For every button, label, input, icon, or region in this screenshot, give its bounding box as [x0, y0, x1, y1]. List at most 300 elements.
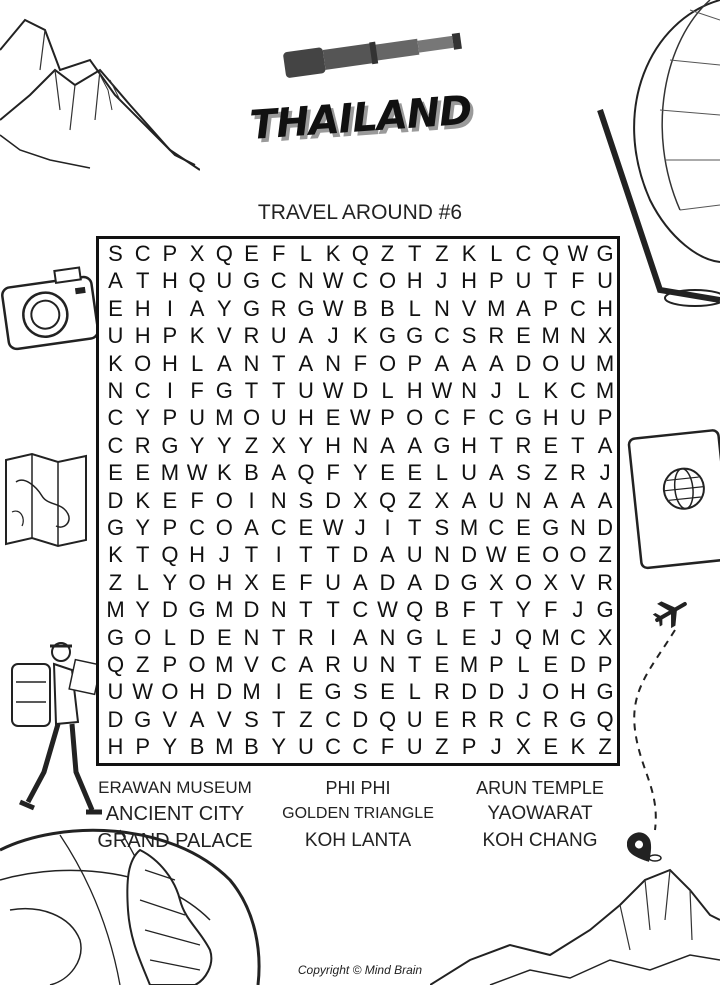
grid-cell[interactable]: M	[459, 515, 479, 540]
grid-cell[interactable]: Y	[298, 432, 314, 458]
grid-cell[interactable]: B	[244, 734, 259, 760]
grid-cell[interactable]: W	[431, 378, 453, 403]
grid-cell[interactable]: E	[216, 624, 232, 650]
grid-cell[interactable]: P	[162, 652, 178, 677]
grid-cell[interactable]: G	[161, 432, 179, 458]
grid-cell[interactable]: W	[322, 378, 344, 403]
grid-cell[interactable]: F	[462, 597, 476, 623]
grid-cell[interactable]: Z	[407, 487, 422, 513]
grid-cell[interactable]: Q	[596, 706, 614, 732]
grid-cell[interactable]: X	[244, 569, 259, 595]
grid-cell[interactable]: W	[567, 241, 589, 266]
grid-cell[interactable]: B	[434, 597, 450, 623]
grid-cell[interactable]: E	[108, 295, 123, 321]
grid-cell[interactable]: Z	[244, 432, 259, 458]
grid-cell[interactable]: L	[190, 350, 204, 376]
grid-cell[interactable]: L	[517, 378, 530, 403]
grid-cell[interactable]: J	[354, 515, 366, 540]
grid-cell[interactable]: J	[490, 624, 502, 650]
grid-cell[interactable]: N	[107, 378, 124, 403]
grid-cell[interactable]: K	[352, 323, 368, 349]
grid-cell[interactable]: H	[406, 378, 423, 403]
grid-cell[interactable]: U	[270, 405, 287, 431]
grid-cell[interactable]: L	[435, 460, 449, 486]
grid-cell[interactable]: A	[108, 268, 123, 294]
grid-cell[interactable]: G	[242, 295, 261, 321]
grid-cell[interactable]: F	[271, 241, 286, 266]
grid-cell[interactable]: T	[407, 652, 422, 677]
grid-cell[interactable]: N	[433, 542, 450, 568]
grid-cell[interactable]: Z	[435, 734, 449, 760]
grid-cell[interactable]: P	[380, 405, 395, 431]
grid-cell[interactable]: E	[543, 432, 559, 458]
grid-cell[interactable]: C	[488, 515, 505, 540]
grid-cell[interactable]: P	[488, 652, 504, 677]
grid-cell[interactable]: U	[107, 679, 124, 705]
grid-cell[interactable]: G	[324, 679, 342, 705]
grid-cell[interactable]: C	[352, 734, 369, 760]
grid-cell[interactable]: G	[406, 624, 424, 650]
grid-cell[interactable]: E	[516, 515, 531, 540]
grid-cell[interactable]: M	[106, 597, 125, 623]
grid-cell[interactable]: E	[516, 323, 531, 349]
grid-cell[interactable]: C	[107, 405, 124, 431]
grid-cell[interactable]: A	[597, 487, 613, 513]
grid-cell[interactable]: Q	[378, 487, 397, 513]
grid-cell[interactable]: Z	[435, 241, 449, 266]
grid-cell[interactable]: O	[134, 350, 152, 376]
grid-cell[interactable]: M	[242, 679, 261, 705]
grid-cell[interactable]: V	[461, 295, 477, 321]
grid-cell[interactable]: G	[460, 569, 478, 595]
grid-cell[interactable]: P	[488, 268, 504, 294]
grid-cell[interactable]: G	[106, 624, 125, 650]
grid-cell[interactable]: E	[108, 460, 123, 486]
grid-cell[interactable]: V	[244, 652, 259, 677]
grid-cell[interactable]: W	[132, 679, 154, 705]
grid-cell[interactable]: C	[270, 515, 287, 540]
grid-cell[interactable]: P	[597, 652, 613, 677]
grid-cell[interactable]: O	[514, 569, 533, 595]
grid-cell[interactable]: C	[134, 378, 151, 403]
grid-cell[interactable]: Y	[352, 460, 368, 486]
grid-cell[interactable]: G	[542, 515, 560, 540]
grid-cell[interactable]: D	[515, 350, 532, 376]
grid-cell[interactable]: E	[298, 679, 314, 705]
grid-cell[interactable]: K	[570, 734, 586, 760]
grid-cell[interactable]: D	[461, 679, 478, 705]
grid-cell[interactable]: J	[490, 378, 502, 403]
grid-cell[interactable]: A	[434, 350, 450, 376]
grid-cell[interactable]: W	[485, 542, 507, 568]
grid-cell[interactable]: U	[569, 350, 586, 376]
grid-cell[interactable]: H	[189, 679, 206, 705]
grid-cell[interactable]: D	[433, 569, 450, 595]
grid-cell[interactable]: G	[188, 597, 206, 623]
grid-cell[interactable]: H	[406, 268, 423, 294]
grid-cell[interactable]: O	[134, 624, 152, 650]
grid-cell[interactable]: D	[379, 569, 396, 595]
grid-cell[interactable]: D	[243, 597, 260, 623]
grid-cell[interactable]: R	[488, 706, 505, 732]
grid-cell[interactable]: E	[434, 706, 450, 732]
grid-cell[interactable]: A	[244, 515, 259, 540]
grid-cell[interactable]: T	[135, 542, 150, 568]
grid-cell[interactable]: M	[595, 378, 615, 403]
grid-cell[interactable]: H	[161, 350, 178, 376]
grid-cell[interactable]: Q	[161, 542, 179, 568]
grid-cell[interactable]: C	[134, 241, 151, 266]
grid-cell[interactable]: M	[459, 652, 479, 677]
grid-cell[interactable]: Z	[299, 706, 313, 732]
grid-cell[interactable]: Z	[543, 460, 558, 486]
grid-cell[interactable]: S	[108, 241, 123, 266]
grid-cell[interactable]: Y	[162, 569, 178, 595]
grid-cell[interactable]: C	[515, 241, 532, 266]
grid-cell[interactable]: J	[490, 734, 502, 760]
grid-cell[interactable]: D	[597, 515, 614, 540]
grid-cell[interactable]: Y	[135, 597, 151, 623]
grid-cell[interactable]: A	[352, 624, 368, 650]
grid-cell[interactable]: T	[489, 432, 504, 458]
grid-cell[interactable]: V	[216, 323, 232, 349]
grid-cell[interactable]: E	[244, 241, 259, 266]
grid-cell[interactable]: M	[595, 350, 615, 376]
grid-cell[interactable]: U	[488, 487, 505, 513]
grid-cell[interactable]: L	[408, 679, 421, 705]
grid-cell[interactable]: J	[572, 597, 584, 623]
grid-cell[interactable]: N	[433, 295, 450, 321]
grid-cell[interactable]: Q	[297, 460, 315, 486]
grid-cell[interactable]: Y	[189, 432, 205, 458]
grid-cell[interactable]: F	[462, 405, 476, 431]
grid-cell[interactable]: A	[570, 487, 586, 513]
grid-cell[interactable]: Y	[135, 515, 151, 540]
grid-cell[interactable]: C	[569, 295, 586, 321]
grid-cell[interactable]: N	[325, 350, 342, 376]
grid-cell[interactable]: J	[327, 323, 339, 349]
grid-cell[interactable]: P	[597, 405, 613, 431]
grid-cell[interactable]: F	[571, 268, 585, 294]
grid-cell[interactable]: R	[461, 706, 478, 732]
grid-cell[interactable]: Q	[406, 597, 424, 623]
grid-cell[interactable]: D	[352, 378, 369, 403]
grid-cell[interactable]: Z	[108, 569, 123, 595]
grid-cell[interactable]: I	[166, 378, 173, 403]
grid-cell[interactable]: A	[407, 432, 423, 458]
grid-cell[interactable]: D	[107, 706, 124, 732]
grid-cell[interactable]: G	[242, 268, 261, 294]
grid-cell[interactable]: E	[325, 405, 341, 431]
grid-cell[interactable]: H	[325, 432, 342, 458]
grid-cell[interactable]: E	[135, 460, 151, 486]
grid-cell[interactable]: T	[326, 542, 340, 568]
grid-cell[interactable]: A	[488, 350, 504, 376]
grid-cell[interactable]: L	[435, 624, 449, 650]
grid-cell[interactable]: C	[270, 268, 287, 294]
grid-cell[interactable]: Q	[215, 241, 233, 266]
grid-cell[interactable]: N	[569, 323, 586, 349]
grid-cell[interactable]: R	[134, 432, 151, 458]
grid-cell[interactable]: N	[461, 378, 478, 403]
grid-cell[interactable]: K	[325, 241, 341, 266]
grid-cell[interactable]: H	[189, 542, 206, 568]
grid-cell[interactable]: T	[407, 515, 422, 540]
grid-cell[interactable]: F	[543, 597, 558, 623]
grid-cell[interactable]: A	[189, 706, 205, 732]
grid-cell[interactable]: Q	[351, 241, 369, 266]
grid-cell[interactable]: G	[596, 679, 614, 705]
grid-cell[interactable]: C	[569, 378, 586, 403]
grid-cell[interactable]: K	[543, 378, 559, 403]
grid-cell[interactable]: F	[380, 734, 395, 760]
grid-cell[interactable]: Y	[216, 432, 232, 458]
grid-cell[interactable]: P	[162, 323, 178, 349]
grid-cell[interactable]: T	[244, 542, 259, 568]
grid-cell[interactable]: D	[325, 487, 342, 513]
grid-cell[interactable]: P	[543, 295, 559, 321]
grid-cell[interactable]: Y	[516, 597, 531, 623]
grid-cell[interactable]: H	[461, 432, 478, 458]
grid-cell[interactable]: D	[107, 487, 124, 513]
grid-cell[interactable]: W	[322, 268, 344, 294]
grid-cell[interactable]: S	[434, 515, 450, 540]
grid-cell[interactable]: U	[515, 268, 532, 294]
grid-cell[interactable]: O	[378, 350, 397, 376]
grid-cell[interactable]: G	[596, 597, 614, 623]
grid-cell[interactable]: U	[270, 323, 287, 349]
grid-cell[interactable]: M	[215, 734, 234, 760]
grid-cell[interactable]: O	[161, 679, 179, 705]
grid-cell[interactable]: N	[243, 350, 260, 376]
grid-cell[interactable]: R	[433, 679, 450, 705]
grid-cell[interactable]: B	[380, 295, 395, 321]
grid-cell[interactable]: Y	[271, 734, 287, 760]
grid-cell[interactable]: X	[597, 323, 613, 349]
grid-cell[interactable]: K	[216, 460, 232, 486]
grid-cell[interactable]: P	[162, 515, 178, 540]
grid-cell[interactable]: E	[543, 734, 559, 760]
grid-cell[interactable]: M	[160, 460, 180, 486]
grid-cell[interactable]: V	[162, 706, 178, 732]
grid-cell[interactable]: N	[297, 268, 314, 294]
grid-cell[interactable]: A	[597, 432, 613, 458]
grid-cell[interactable]: A	[543, 487, 559, 513]
grid-cell[interactable]: E	[543, 652, 559, 677]
grid-cell[interactable]: N	[352, 432, 369, 458]
grid-cell[interactable]: M	[215, 652, 234, 677]
grid-cell[interactable]: N	[569, 515, 586, 540]
grid-cell[interactable]: Z	[598, 734, 612, 760]
grid-cell[interactable]: Y	[135, 405, 151, 431]
grid-cell[interactable]: I	[248, 487, 255, 513]
grid-cell[interactable]: J	[436, 268, 448, 294]
grid-cell[interactable]: W	[322, 295, 344, 321]
grid-cell[interactable]: T	[299, 597, 313, 623]
grid-cell[interactable]: C	[325, 734, 342, 760]
grid-cell[interactable]: O	[215, 515, 233, 540]
grid-cell[interactable]: X	[352, 487, 368, 513]
grid-cell[interactable]: X	[597, 624, 613, 650]
grid-cell[interactable]: T	[271, 378, 286, 403]
grid-cell[interactable]: P	[407, 350, 423, 376]
grid-cell[interactable]: R	[243, 323, 260, 349]
grid-cell[interactable]: R	[297, 624, 314, 650]
grid-cell[interactable]: J	[599, 460, 611, 486]
grid-cell[interactable]: U	[406, 706, 423, 732]
grid-cell[interactable]: T	[271, 706, 286, 732]
grid-cell[interactable]: L	[163, 624, 177, 650]
grid-cell[interactable]: C	[433, 405, 450, 431]
grid-cell[interactable]: O	[188, 652, 206, 677]
grid-cell[interactable]: G	[514, 405, 533, 431]
grid-cell[interactable]: X	[271, 432, 287, 458]
grid-cell[interactable]: D	[189, 624, 206, 650]
grid-cell[interactable]: T	[407, 241, 422, 266]
grid-cell[interactable]: A	[516, 295, 531, 321]
grid-cell[interactable]: O	[215, 487, 233, 513]
grid-cell[interactable]: W	[186, 460, 208, 486]
grid-cell[interactable]: O	[242, 405, 261, 431]
grid-cell[interactable]: H	[216, 569, 233, 595]
grid-cell[interactable]: G	[106, 515, 125, 540]
grid-cell[interactable]: L	[136, 569, 149, 595]
grid-cell[interactable]: D	[488, 679, 505, 705]
grid-cell[interactable]: J	[518, 679, 529, 705]
grid-cell[interactable]: I	[384, 515, 391, 540]
grid-cell[interactable]: H	[134, 323, 151, 349]
grid-cell[interactable]: S	[516, 460, 531, 486]
grid-cell[interactable]: G	[215, 378, 233, 403]
grid-cell[interactable]: Q	[378, 706, 397, 732]
grid-cell[interactable]: E	[162, 487, 178, 513]
grid-cell[interactable]: H	[461, 268, 478, 294]
grid-cell[interactable]: U	[352, 652, 369, 677]
grid-cell[interactable]: J	[218, 542, 230, 568]
grid-cell[interactable]: X	[434, 487, 450, 513]
grid-cell[interactable]: M	[541, 624, 560, 650]
grid-cell[interactable]: H	[597, 295, 614, 321]
grid-cell[interactable]: D	[352, 542, 369, 568]
grid-cell[interactable]: R	[542, 706, 559, 732]
grid-cell[interactable]: L	[408, 295, 421, 321]
grid-cell[interactable]: V	[570, 569, 586, 595]
grid-cell[interactable]: T	[135, 268, 150, 294]
grid-cell[interactable]: U	[406, 542, 423, 568]
grid-cell[interactable]: O	[406, 405, 424, 431]
grid-cell[interactable]: T	[571, 432, 585, 458]
grid-cell[interactable]: P	[162, 405, 178, 431]
grid-cell[interactable]: N	[270, 487, 287, 513]
grid-cell[interactable]: G	[378, 323, 397, 349]
grid-cell[interactable]: T	[244, 378, 259, 403]
grid-cell[interactable]: F	[299, 569, 313, 595]
grid-cell[interactable]: B	[189, 734, 205, 760]
grid-cell[interactable]: P	[162, 241, 178, 266]
grid-cell[interactable]: R	[597, 569, 614, 595]
grid-cell[interactable]: A	[461, 487, 477, 513]
grid-cell[interactable]: R	[325, 652, 342, 677]
grid-cell[interactable]: C	[189, 515, 206, 540]
grid-cell[interactable]: E	[298, 515, 314, 540]
grid-cell[interactable]: P	[135, 734, 151, 760]
grid-cell[interactable]: N	[379, 624, 396, 650]
grid-cell[interactable]: C	[433, 323, 450, 349]
grid-cell[interactable]: A	[216, 350, 232, 376]
grid-cell[interactable]: Y	[162, 734, 178, 760]
grid-cell[interactable]: M	[487, 295, 506, 321]
grid-cell[interactable]: U	[297, 734, 314, 760]
grid-cell[interactable]: C	[569, 624, 586, 650]
grid-cell[interactable]: C	[515, 706, 532, 732]
grid-cell[interactable]: L	[490, 241, 503, 266]
grid-cell[interactable]: Q	[514, 624, 533, 650]
grid-cell[interactable]: E	[407, 460, 423, 486]
grid-cell[interactable]: F	[326, 460, 340, 486]
grid-cell[interactable]: Z	[598, 542, 612, 568]
grid-cell[interactable]: U	[406, 734, 423, 760]
grid-cell[interactable]: T	[326, 597, 340, 623]
grid-cell[interactable]: W	[349, 405, 371, 431]
grid-cell[interactable]: W	[377, 597, 398, 623]
grid-cell[interactable]: G	[297, 295, 315, 321]
grid-cell[interactable]: A	[298, 323, 314, 349]
grid-cell[interactable]: C	[325, 706, 342, 732]
grid-cell[interactable]: Z	[135, 652, 150, 677]
grid-cell[interactable]: A	[461, 350, 477, 376]
grid-cell[interactable]: E	[380, 679, 395, 705]
grid-cell[interactable]: N	[243, 624, 260, 650]
grid-cell[interactable]: L	[381, 378, 394, 403]
grid-cell[interactable]: O	[542, 542, 560, 568]
grid-cell[interactable]: C	[270, 652, 287, 677]
grid-cell[interactable]: F	[190, 487, 204, 513]
grid-cell[interactable]: N	[515, 487, 532, 513]
grid-cell[interactable]: G	[596, 241, 614, 266]
grid-cell[interactable]: N	[379, 652, 396, 677]
grid-cell[interactable]: Y	[216, 295, 232, 321]
grid-cell[interactable]: L	[517, 652, 530, 677]
grid-cell[interactable]: W	[322, 515, 344, 540]
grid-cell[interactable]: R	[488, 323, 505, 349]
grid-cell[interactable]: E	[516, 542, 531, 568]
grid-cell[interactable]: G	[406, 323, 424, 349]
grid-cell[interactable]: D	[352, 706, 369, 732]
grid-cell[interactable]: I	[330, 624, 337, 650]
grid-cell[interactable]: T	[299, 542, 313, 568]
grid-cell[interactable]: I	[275, 542, 282, 568]
grid-cell[interactable]: Z	[380, 241, 395, 266]
grid-cell[interactable]: K	[189, 323, 205, 349]
grid-cell[interactable]: A	[488, 460, 504, 486]
grid-cell[interactable]: U	[107, 323, 124, 349]
grid-cell[interactable]: X	[189, 241, 205, 266]
grid-cell[interactable]: X	[488, 569, 504, 595]
grid-cell[interactable]: O	[378, 268, 397, 294]
grid-cell[interactable]: E	[380, 460, 395, 486]
grid-cell[interactable]: C	[107, 432, 124, 458]
grid-cell[interactable]: D	[161, 597, 178, 623]
grid-cell[interactable]: X	[516, 734, 531, 760]
grid-cell[interactable]: M	[541, 323, 560, 349]
grid-cell[interactable]: B	[244, 460, 259, 486]
grid-cell[interactable]: G	[134, 706, 152, 732]
grid-cell[interactable]: U	[189, 405, 206, 431]
grid-cell[interactable]: A	[352, 569, 368, 595]
grid-cell[interactable]: U	[216, 268, 233, 294]
grid-cell[interactable]: H	[134, 295, 151, 321]
grid-cell[interactable]: A	[407, 569, 423, 595]
